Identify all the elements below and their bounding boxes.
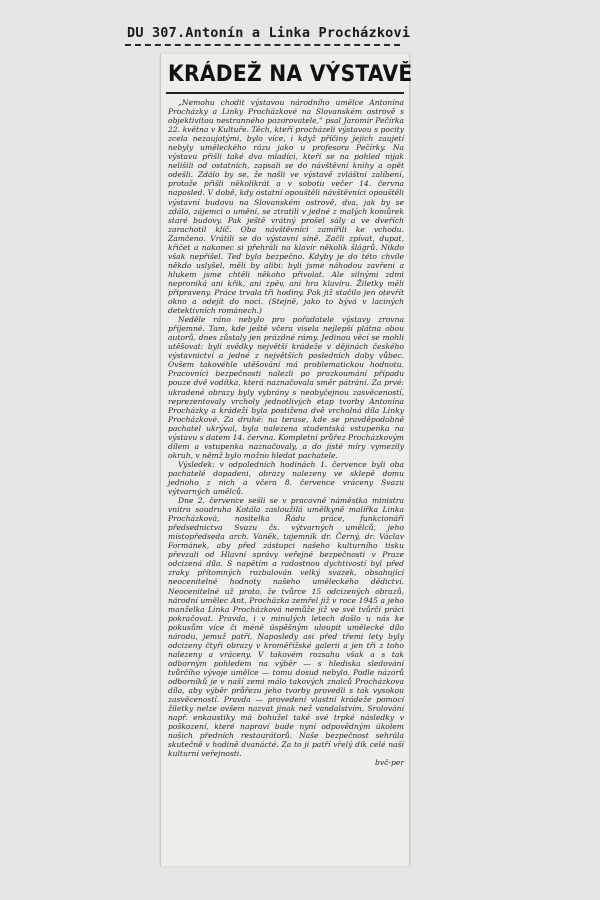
article-paragraph: Výsledek: v odpoledních hodinách 1. července byli oba pachatelé dopadeni, obrazy nalezeny ve sklepě domu jednoho z nich a včera 8. července vráceny Svazu výtvarných umělců.	[168, 459, 404, 497]
article-paragraph: Dne 2. července sešli se v pracovně náměstka ministra vnitra soudruha Kotála zasloužilá umělkyně malířka Linka Procházková, nositelka Řádu práce, funkcionáři předsednictva Svazu čs. výtvarných umělců, jeho místopředseda arch. Vaněk, tajemník dr. Černý, dr. Václav Formánek, aby před zástupci našeho kulturního tisku převzali od Hlavní správy veřejné bezpečnosti v Praze odcizená díla. S napětím a radostnou dychtivostí byl před zraky přítomných rozbalován velký svazek, obsahující neocenitelné hodnoty našeho uměleckého dědictví. Neocenitelné už proto, že tvůrce 15 odcizených obrazů, národní umělec Ant. Procházka zemřel již v roce 1945 a jeho manželka Linka Procházková nemůže již ve své tvůrčí práci pokračovat. Pravda, i v minulých letech došlo u nás ke pokusům více či méně úspěšným uloupit umělecké dílo národu, jemuž patří. Naposledy asi před třemi lety byly odcizeny čtyři obrazy v kroměřížské galerii a jen tři z toho nalezeny a vráceny. V takovém rozsahu však a s tak odborným pohledem na výběr — s hlediska sledování tvůrčího vývoje umělce — tomu dosud nebylo. Podle názorů odborníků je v naší zemi málo takových znalců Procházkova díla, aby výběr průřezu jeho tvorby provedli s tak vysokou zasvěceností. Pravda — provedení vlastní krádeže pomocí žiletky nelze ovšem nazvat jinak než vandalstvím. Srolování např. enkaustiky má bohužel také své trpké následky v poškození, které napraví bude nyní odpovědným úkolem našich předních restaurátorů. Naše bezpečnost sehrála skutečně v hodině dvanácté. Za to ji patří vřelý dík celé naší kulturní veřejnosti.	[168, 496, 404, 759]
article-paragraph: „Nemohu chodit výstavou národního umělce Antonína Procházky a Linky Procházkové na Slovanském ostrově s objektivitou nestranného pozorovatele," psal Jaromír Pečírka 22. května v Kultuře. Těch, kteří procházeli výstavou s pocity zcela nezaujatými, bylo více, i když příčiny jejich zaujetí nebyly uměleckého rázu jako u profesora Pečírky. Na výstavu přišli také dva mladíci, kteří se na pohled nijak nelišili od ostatních, zapsali se do návštěvní knihy a opět odešli. Zdálo by se, že našli ve výstavě zvláštní zalíbení, protože přišli několikrát a v sobotu večer 14. června naposled. V době, kdy ostatní opouštěli návštěvníci opouštěli výstavní budovu na Slovanském ostrově, dva, jak by se zdálo, zájemci o umění, se ztratili v jedné z malých komůrek staré budovy. Pak ještě vrátný prošel sály a ve dveřích zarachotil klíč. Oba návštěvníci zamířili ke vchodu. Zamčeno. Vrátili se do výstavní síně. Začli zpívat, dupat, křičet a nakonec si přehráli na klavír několik šlágrů. Nikdo však nepřišel. Teď bylo bezpečno. Kdyby je do této chvíle někdo uslyšel, měli by alibi: byli jsme náhodou zavřeni a hlukem jsme chtěli někoho přivolat. Ale silnými zdmi neproniká ani křik, ani zpěv, ani hra klavíru. Žiletky měli připraveny. Práce trvala tři hodiny. Pak již stačilo jen otevřít okno a odejít do noci. (Stejně, jako to bývá v laciných detektivních románech.)	[168, 98, 404, 316]
header-rule	[125, 44, 400, 46]
author-signature: bvč-per	[375, 758, 404, 768]
archive-header: DU 307.Antonín a Linka Procházkovi	[127, 25, 411, 41]
article-body	[168, 98, 404, 767]
article-headline: KRÁDEŽ NA VÝSTAVĚ	[168, 62, 413, 87]
article-paragraph: Neděle ráno nebylo pro pořadatele výstavy zrovna příjemné. Tam, kde ještě včera visela nejlepší plátna obou autorů, dnes zůstaly jen prázdné rámy. Jedinou věcí se mohli utěšovat: byli svědky největší krádeže v dějinách českého výstavnictví a jedné z největších posledních doby vůbec. Ovšem takovéhle utěšování má problematickou hodnotu. Pracovníci bezpečnosti nalezli po prozkoumání případu pouze dvě vodítka, která naznačovala směr pátrání. Za prvé: ukradené obrazy byly vybrány s neobyčejnou zasvěceností, reprezentovaly vrcholy jednotlivých etap tvorby Antonína Procházky a krádeží byla postižena dvě vrcholná díla Linky Procházkové. Za druhé: na terase, kde se pravděpodobně pachatel ukrýval, byla nalezena studentská vstupenka na výstavu s datem 14. června. Kompletní průřez Procházkovým dílem a vstupenka naznačovaly, a do jisté míry vymezily okruh, v němž bylo možno hledat pachatele.	[168, 315, 404, 460]
headline-rule	[166, 92, 404, 94]
